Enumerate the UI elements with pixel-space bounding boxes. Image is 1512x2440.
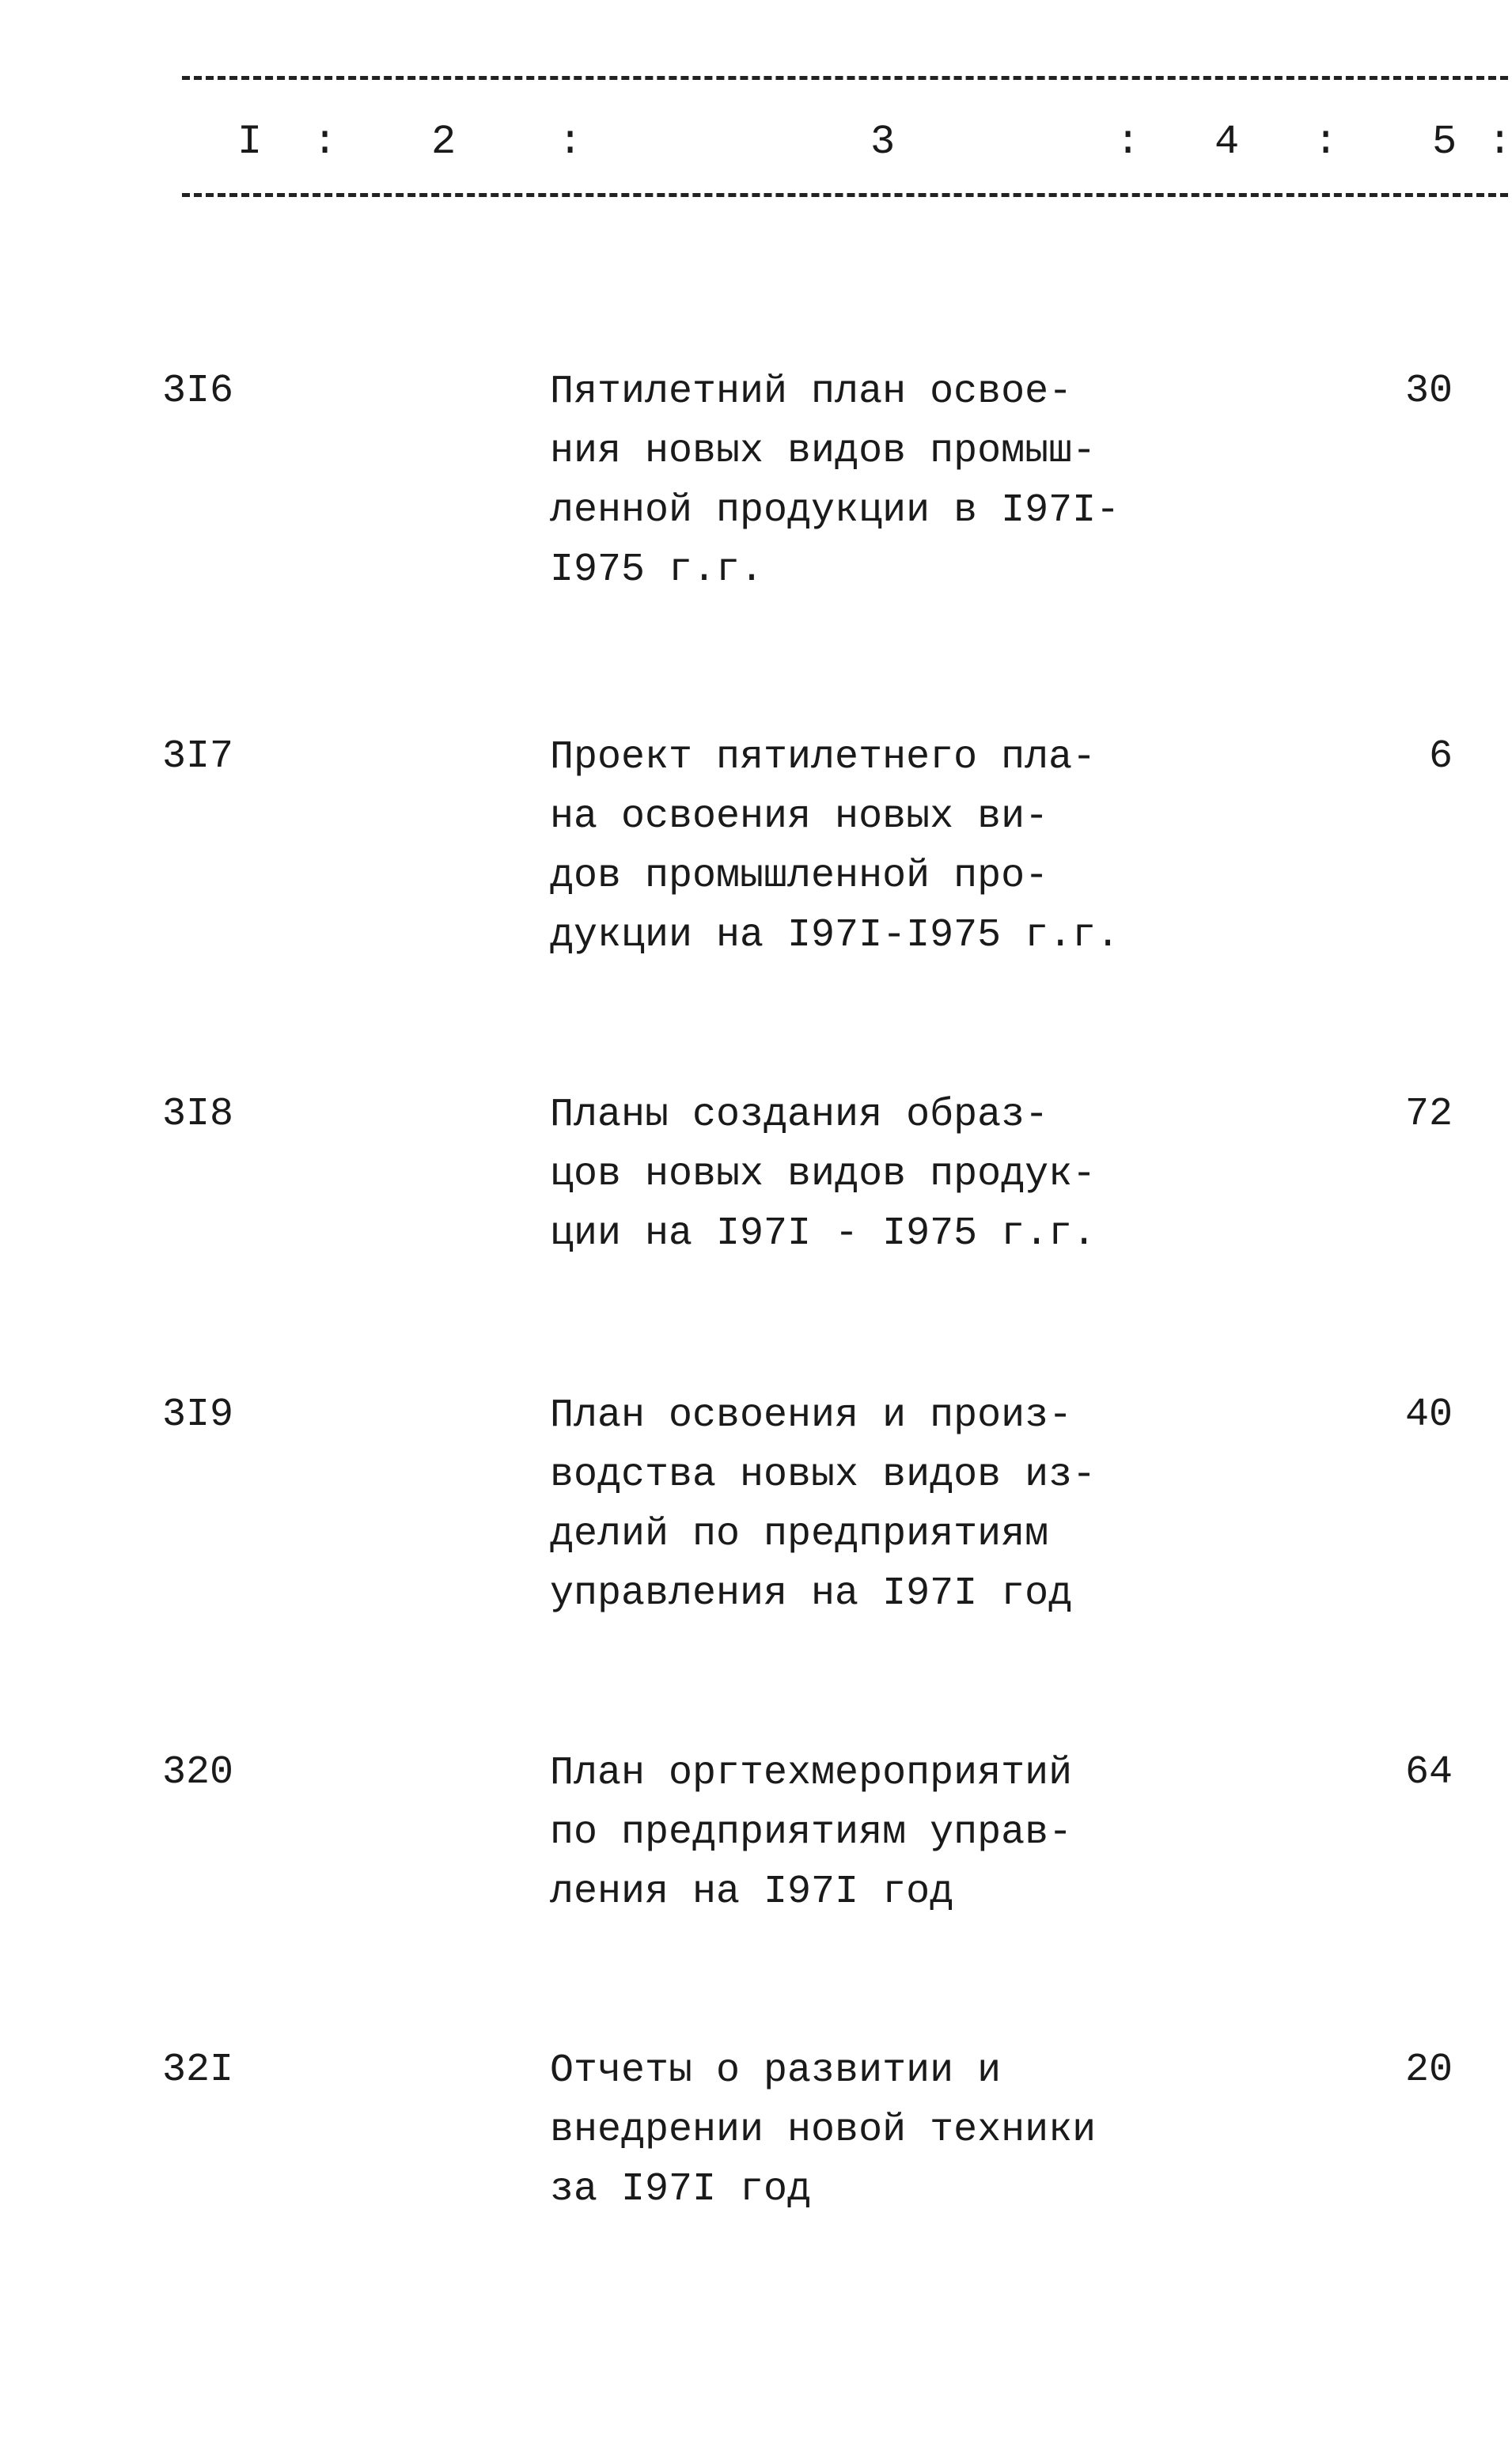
item-title-line: План оргтехмероприятий <box>550 1751 1073 1796</box>
item-number: 32I <box>162 2048 234 2093</box>
item-title-line: внедрении новой техники <box>550 2108 1097 2153</box>
item-number: 3I9 <box>162 1392 234 1438</box>
column-separator: : <box>1487 119 1512 165</box>
column-1-header: I <box>237 119 263 165</box>
item-title-line: дукции на I97I-I975 г.г. <box>550 913 1120 958</box>
page-count: 30 <box>1404 369 1453 414</box>
item-title-line: ния новых видов промыш- <box>550 429 1097 474</box>
item-number: 320 <box>162 1750 234 1795</box>
item-title-line: управления на I97I год <box>550 1571 1073 1616</box>
item-title-line: План освоения и произ- <box>550 1393 1073 1438</box>
page-count: 72 <box>1404 1092 1453 1137</box>
item-title-line: ции на I97I - I975 г.г. <box>550 1211 1097 1256</box>
column-separator: : <box>558 119 583 165</box>
item-title-line: на освоения новых ви- <box>550 794 1049 839</box>
column-separator: : <box>1313 119 1339 165</box>
header-top-rule <box>182 76 1508 80</box>
page-count: 20 <box>1404 2048 1453 2093</box>
item-title-line: цов новых видов продук- <box>550 1152 1097 1197</box>
item-title-line: дов промышленной про- <box>550 854 1049 899</box>
item-title-line: ления на I97I год <box>550 1870 954 1915</box>
column-3-header: 3 <box>870 119 896 165</box>
item-title-line: Отчеты о развитии и <box>550 2048 1002 2093</box>
item-number: 3I6 <box>162 369 234 414</box>
column-separator: : <box>1116 119 1141 165</box>
item-title-line: за I97I год <box>550 2167 812 2212</box>
item-number: 3I7 <box>162 734 234 779</box>
page-count: 6 <box>1428 734 1453 779</box>
column-2-header: 2 <box>431 119 457 165</box>
page-count: 40 <box>1404 1392 1453 1438</box>
item-number: 3I8 <box>162 1092 234 1137</box>
item-title-line: делий по предприятиям <box>550 1512 1049 1557</box>
item-title-line: по предприятиям управ- <box>550 1810 1073 1855</box>
column-5-header: 5 <box>1432 119 1457 165</box>
header-bottom-rule <box>182 193 1508 197</box>
item-title-line: Проект пятилетнего пла- <box>550 735 1097 780</box>
item-title-line: водства новых видов из- <box>550 1453 1097 1498</box>
column-4-header: 4 <box>1215 119 1240 165</box>
item-title-line: Пятилетний план освое- <box>550 369 1073 415</box>
item-title-line: ленной продукции в I97I- <box>550 488 1120 533</box>
item-title-line: Планы создания образ- <box>550 1093 1049 1138</box>
page-count: 64 <box>1404 1750 1453 1795</box>
item-title-line: I975 г.г. <box>550 547 764 593</box>
column-separator: : <box>313 119 338 165</box>
